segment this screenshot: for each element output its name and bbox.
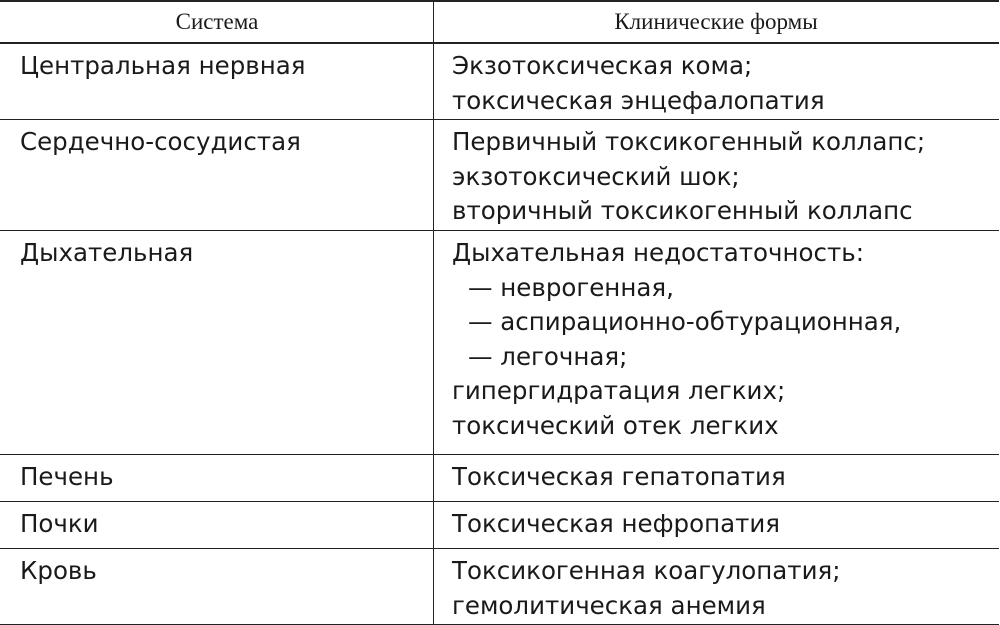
form-line-sub: — неврогенная, bbox=[468, 272, 674, 302]
table-row bbox=[1, 120, 999, 231]
form-line: Токсикогенная коагулопатия; bbox=[452, 556, 841, 585]
form-line-sub: — аспирационно-обтурационная, bbox=[468, 307, 902, 336]
forms-cell bbox=[434, 231, 999, 455]
table-row bbox=[1, 549, 999, 625]
system-cell: Дыхательная bbox=[1, 231, 434, 455]
header-system: Система bbox=[1, 1, 434, 43]
form-line: Дыхательная недостаточность: bbox=[452, 238, 864, 267]
table-row bbox=[1, 455, 999, 502]
system-cell: Центральная нервная bbox=[1, 43, 434, 120]
forms-cell bbox=[434, 120, 999, 231]
forms-cell bbox=[434, 43, 999, 120]
form-line-sub: — легочная; bbox=[468, 341, 628, 371]
form-line: гипергидратация легких; bbox=[452, 376, 786, 405]
system-cell: Кровь bbox=[1, 549, 434, 625]
table-row bbox=[1, 231, 999, 455]
form-line: Токсическая гепатопатия bbox=[452, 462, 786, 491]
system-cell: Сердечно-сосудистая bbox=[1, 120, 434, 231]
form-line: вторичный токсикогенный коллапс bbox=[452, 196, 913, 225]
system-cell: Почки bbox=[1, 502, 434, 549]
form-line: гемолитическая анемия bbox=[452, 590, 766, 620]
form-line: Экзотоксическая кома; bbox=[452, 51, 753, 80]
form-line: токсический отек легких bbox=[452, 410, 779, 440]
system-cell: Печень bbox=[1, 455, 434, 502]
forms-cell bbox=[434, 455, 999, 502]
form-line: Первичный токсикогенный коллапс; bbox=[452, 127, 926, 156]
table-row bbox=[1, 43, 999, 120]
form-line: Токсическая нефропатия bbox=[452, 509, 781, 538]
table-header-row bbox=[1, 1, 999, 43]
table-row bbox=[1, 502, 999, 549]
forms-cell bbox=[434, 549, 999, 625]
header-clinical-forms: Клинические формы bbox=[434, 1, 999, 43]
forms-cell bbox=[434, 502, 999, 549]
form-line: экзотоксический шок; bbox=[452, 161, 740, 191]
form-line: токсическая энцефалопатия bbox=[452, 85, 825, 115]
